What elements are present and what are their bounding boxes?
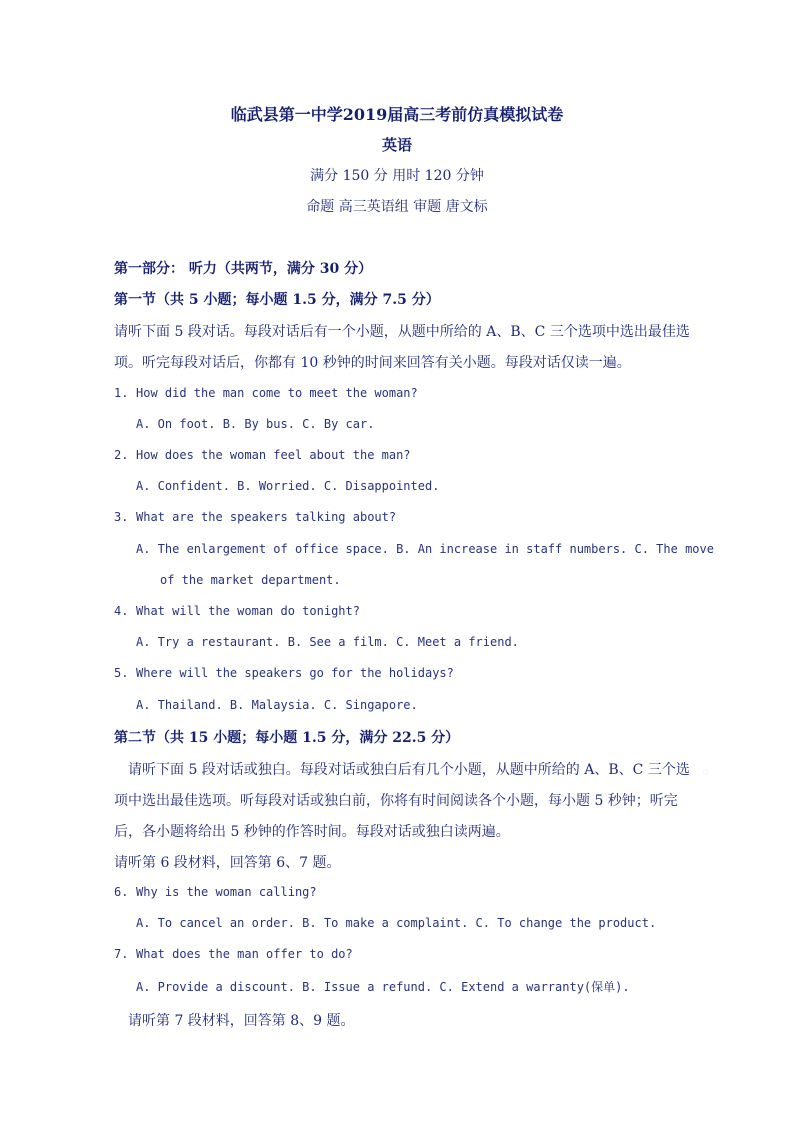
question-3 (114, 510, 396, 524)
watermark-mark: ◦ (700, 763, 711, 784)
question-text: What will the woman do tonight? (136, 604, 360, 618)
question-number: 4. (114, 604, 129, 618)
question-number: 1. (114, 386, 129, 400)
section1-instructions-line2: 项。听完每段对话后，你都有 10 秒钟的时间来回答有关小题。每段对话仅读一遍。 (114, 355, 631, 371)
authors-line: 命题 高三英语组 审题 唐文标 (306, 199, 488, 215)
section1-heading: 第一节（共 5 小题；每小题 1.5 分，满分 7.5 分） (114, 292, 440, 308)
question-5-options: A. Thailand. B. Malaysia. C. Singapore. (136, 698, 418, 712)
question-text: Why is the woman calling? (136, 885, 317, 899)
question-text: What does the man offer to do? (136, 947, 353, 961)
question-2-options: A. Confident. B. Worried. C. Disappointed. (136, 479, 440, 493)
exam-subject: 英语 (381, 136, 412, 154)
question-3-options-continued: of the market department. (160, 573, 341, 587)
question-number: 3. (114, 510, 129, 524)
section2-instructions-line2: 项中选出最佳选项。听每段对话或独白前，你将有时间阅读各个小题，每小题 5 秒钟；听完 (114, 793, 678, 809)
section2-heading: 第二节（共 15 小题；每小题 1.5 分，满分 22.5 分） (114, 730, 460, 746)
question-7-options: A. Provide a discount. B. Issue a refund. C. Extend a warranty(保单). (136, 980, 630, 994)
question-3-options: A. The enlargement of office space. B. An increase in staff numbers. C. The move (136, 542, 714, 556)
material-7-instruction: 请听第 7 段材料，回答第 8、9 题。 (128, 1013, 355, 1029)
exam-title: 临武县第一中学2019届高三考前仿真模拟试卷 (230, 105, 564, 124)
question-text: What are the speakers talking about? (136, 510, 397, 524)
section1-instructions-line1: 请听下面 5 段对话。每段对话后有一个小题，从题中所给的 A、B、C 三个选项中选出最佳选 (114, 324, 690, 340)
section2-instructions-line1: 请听下面 5 段对话或独白。每段对话或独白后有几个小题，从题中所给的 A、B、C 三个选 (128, 762, 690, 778)
question-number: 7. (114, 947, 129, 961)
part1-heading: 第一部分： 听力（共两节，满分 30 分） (114, 261, 373, 277)
question-number: 5. (114, 666, 129, 680)
question-6-options: A. To cancel an order. B. To make a complaint. C. To change the product. (136, 916, 657, 930)
question-number: 6. (114, 885, 129, 899)
question-1-options: A. On foot. B. By bus. C. By car. (136, 417, 375, 431)
question-6 (114, 885, 317, 899)
question-number: 2. (114, 448, 129, 462)
question-2 (114, 448, 411, 462)
section2-instructions-line3: 后，各小题将给出 5 秒钟的作答时间。每段对话或独白读两遍。 (114, 824, 510, 840)
question-text: Where will the speakers go for the holidays? (136, 666, 454, 680)
question-7 (114, 947, 353, 961)
question-text: How did the man come to meet the woman? (136, 386, 418, 400)
question-5 (114, 666, 454, 680)
material-6-instruction: 请听第 6 段材料，回答第 6、7 题。 (114, 855, 341, 871)
score-time-line: 满分 150 分 用时 120 分钟 (310, 168, 484, 184)
question-1 (114, 386, 418, 400)
question-4 (114, 604, 360, 618)
question-text: How does the woman feel about the man? (136, 448, 411, 462)
question-4-options: A. Try a restaurant. B. See a film. C. Meet a friend. (136, 635, 519, 649)
